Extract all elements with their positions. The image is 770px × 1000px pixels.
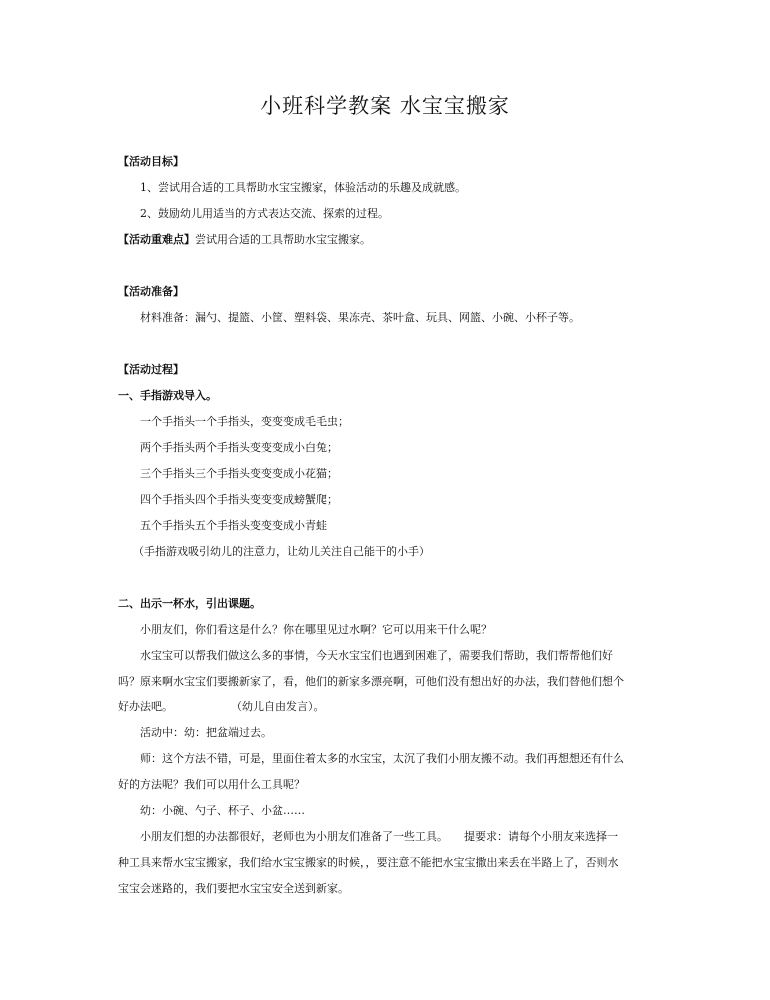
s2-paragraph-4-line-1: 师：这个方法不错，可是，里面住着太多的水宝宝，太沉了我们小朋友搬不动。我们再想想还有什么	[140, 752, 624, 765]
s2-paragraph-2-line-3	[118, 700, 658, 714]
s2-paragraph-6-line-2: 种工具来帮水宝宝搬家，我们给水宝宝搬家的时候，，要注意不能把水宝宝撒出来丢在半路上了，否则水	[118, 856, 619, 869]
s2-paragraph-3: 活动中：幼：把盆端过去。	[140, 726, 272, 739]
finger-line-3: 三个手指头三个手指头变变变成小花猫；	[140, 467, 338, 480]
s2-free-speech-note: （幼儿自由发言）。	[231, 700, 325, 713]
key-point-heading: 【活动重难点】	[118, 233, 195, 246]
s2-paragraph-6-line-1	[140, 830, 680, 844]
s2-paragraph-4-line-2: 好的方法呢？我们可以用什么工具呢？	[118, 778, 305, 791]
page-title: 小班科学教案 水宝宝搬家	[260, 94, 510, 118]
s2-paragraph-6-part-a: 小朋友们想的办法都很好，老师也为小朋友们准备了一些工具。	[140, 830, 448, 843]
section1-heading: 一、手指游戏导入。	[118, 389, 217, 402]
process-heading: 【活动过程】	[118, 363, 184, 376]
s2-paragraph-1: 小朋友们，你们看这是什么？你在哪里见过水啊？它可以用来干什么呢？	[140, 623, 492, 636]
s2-paragraph-2-end: 好办法吧。	[118, 700, 173, 713]
finger-line-1: 一个手指头一个手指头，变变变成毛毛虫；	[140, 415, 349, 428]
key-point-line	[118, 233, 658, 247]
section2-heading: 二、出示一杯水，引出课题。	[118, 597, 261, 610]
finger-line-5: 五个手指头五个手指头变变变成小青蛙	[140, 519, 327, 532]
s2-paragraph-6-line-3: 宝宝会迷路的，我们要把水宝宝安全送到新家。	[118, 882, 349, 895]
key-point-text: 尝试用合适的工具帮助水宝宝搬家。	[195, 233, 371, 246]
goal-item-2: 2、鼓励幼儿用适当的方式表达交流、探索的过程。	[140, 207, 389, 220]
prep-heading: 【活动准备】	[118, 285, 184, 298]
goal-item-1: 1、尝试用合适的工具帮助水宝宝搬家，体验活动的乐趣及成就感。	[140, 181, 466, 194]
goals-heading: 【活动目标】	[118, 155, 184, 168]
prep-text: 材料准备：漏勺、提篮、小筐、塑料袋、果冻壳、茶叶盒、玩具、网篮、小碗、小杯子等。	[140, 311, 580, 324]
finger-line-4: 四个手指头四个手指头变变变成螃蟹爬；	[140, 493, 338, 506]
s2-paragraph-2-line-2: 吗？原来啊水宝宝们要搬新家了，看，他们的新家多漂亮啊，可他们没有想出好的办法，我们替他们想个	[118, 675, 624, 688]
finger-note: （手指游戏吸引幼儿的注意力，让幼儿关注自己能干的小手）	[133, 545, 430, 558]
s2-paragraph-5: 幼：小碗、勺子、杯子、小盆……	[140, 804, 305, 817]
s2-paragraph-2-line-1: 水宝宝可以帮我们做这么多的事情，今天水宝宝们也遇到困难了，需要我们帮助，我们帮帮他们好	[140, 649, 613, 662]
s2-paragraph-6-part-b: 提要求：请每个小朋友来选择一	[464, 830, 618, 843]
finger-line-2: 两个手指头两个手指头变变变成小白兔；	[140, 441, 338, 454]
